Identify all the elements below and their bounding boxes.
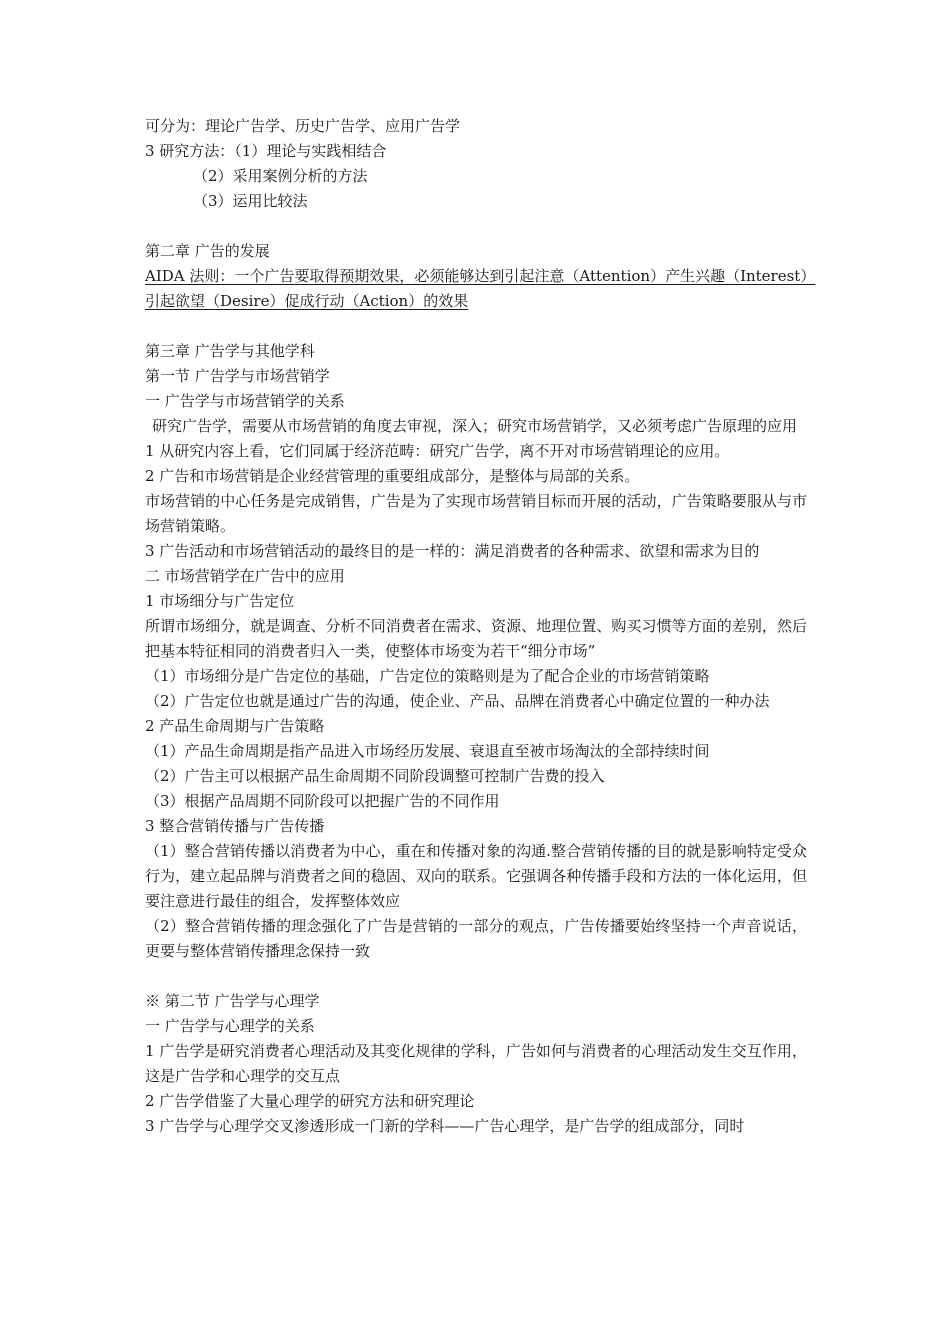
text-line: （2）采用案例分析的方法 <box>193 167 368 185</box>
section-heading: ※ 第二节 广告学与心理学 <box>145 992 320 1010</box>
subsection-heading: 二 市场营销学在广告中的应用 <box>145 567 345 585</box>
text-line: 2 产品生命周期与广告策略 <box>145 717 325 735</box>
underlined-line: AIDA 法则：一个广告要取得预期效果，必须能够达到引起注意（Attention）产生兴趣（Interest） <box>145 267 816 285</box>
text-line: 3 研究方法：（1）理论与实践相结合 <box>145 142 387 160</box>
paragraph: （3）根据产品周期不同阶段可以把握广告的不同作用 <box>145 792 500 810</box>
paragraph: （2）广告主可以根据产品生命周期不同阶段调整可控制广告费的投入 <box>145 767 605 785</box>
text-line: 3 整合营销传播与广告传播 <box>145 817 325 835</box>
text-line: 可分为：理论广告学、历史广告学、应用广告学 <box>145 117 461 135</box>
paragraph: （1）市场细分是广告定位的基础，广告定位的策略则是为了配合企业的市场营销策略 <box>145 667 710 685</box>
paragraph: 所谓市场细分，就是调查、分析不同消费者在需求、资源、地理位置、购买习惯等方面的差别，然后把基本特征相同的消费者归入一类，使整体市场变为若干“细分市场” <box>145 617 807 660</box>
paragraph: （2）广告定位也就是通过广告的沟通，使企业、产品、品牌在消费者心中确定位置的一种办法 <box>145 692 770 710</box>
underlined-line: 引起欲望（Desire）促成行动（Action）的效果 <box>145 292 469 310</box>
chapter-heading: 第三章 广告学与其他学科 <box>145 342 315 360</box>
paragraph: （1）整合营销传播以消费者为中心，重在和传播对象的沟通.整合营销传播的目的就是影响特定受众行为，建立起品牌与消费者之间的稳固、双向的联系。它强调各种传播手段和方法的一体化运用，但要注意进行最佳的组合，发挥整体效应 <box>145 842 807 910</box>
document-body <box>145 114 816 1139</box>
section-heading: 第一节 广告学与市场营销学 <box>145 367 330 385</box>
chapter-heading: 第二章 广告的发展 <box>145 242 270 260</box>
paragraph: 2 广告学借鉴了大量心理学的研究方法和研究理论 <box>145 1092 475 1110</box>
paragraph: 2 广告和市场营销是企业经营管理的重要组成部分，是整体与局部的关系。 <box>145 467 640 485</box>
paragraph: （1）产品生命周期是指产品进入市场经历发展、衰退直至被市场淘汰的全部持续时间 <box>145 742 710 760</box>
paragraph: 1 广告学是研究消费者心理活动及其变化规律的学科，广告如何与消费者的心理活动发生交互作用，这是广告学和心理学的交互点 <box>145 1042 807 1085</box>
subsection-heading: 一 广告学与心理学的关系 <box>145 1017 315 1035</box>
subsection-heading: 一 广告学与市场营销学的关系 <box>145 392 345 410</box>
paragraph: 市场营销的中心任务是完成销售，广告是为了实现市场营销目标而开展的活动，广告策略要服从与市场营销策略。 <box>145 492 807 535</box>
paragraph: 研究广告学，需要从市场营销的角度去审视，深入；研究市场营销学，又必须考虑广告原理的应用 <box>152 417 798 435</box>
paragraph: （2）整合营销传播的理念强化了广告是营销的一部分的观点，广告传播要始终坚持一个声音说话，更要与整体营销传播理念保持一致 <box>145 917 807 960</box>
text-line: （3）运用比较法 <box>193 192 308 210</box>
paragraph: 1 从研究内容上看，它们同属于经济范畴：研究广告学，离不开对市场营销理论的应用。 <box>145 442 730 460</box>
paragraph: 3 广告活动和市场营销活动的最终目的是一样的：满足消费者的各种需求、欲望和需求为目的 <box>145 542 760 560</box>
text-line: 1 市场细分与广告定位 <box>145 592 295 610</box>
blank-line <box>145 214 807 239</box>
blank-line <box>145 314 807 339</box>
paragraph: 3 广告学与心理学交叉渗透形成一门新的学科——广告心理学，是广告学的组成部分，同时 <box>145 1117 745 1135</box>
blank-line <box>145 964 807 989</box>
